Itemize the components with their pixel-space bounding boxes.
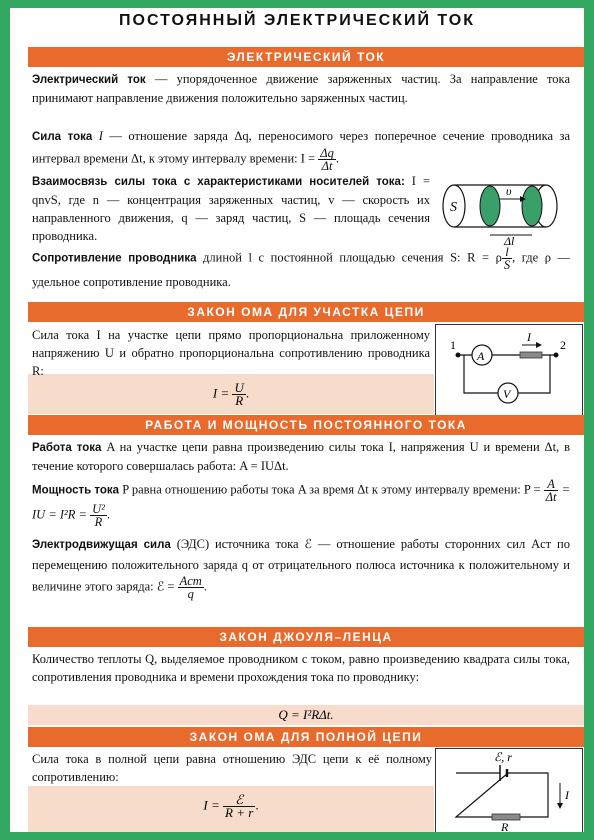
ohm-seg-end: .	[245, 385, 250, 401]
ohm-segment-circuit	[436, 325, 582, 415]
strength-var: I	[92, 129, 103, 143]
resist-text1: длиной l с постоянной площадью сечения S: R = ρ	[196, 250, 502, 265]
emf-body: (ЭДС) источника тока ℰ — отношение работы сторонних сил Aст по перемещению положительного заряда q от отрицательного полюса источника к положительному и величине этого заряда: ℰ =	[32, 537, 570, 594]
ohm-full-left: I =	[203, 797, 224, 813]
work-text	[32, 438, 570, 475]
ohm-full-fraction	[223, 794, 255, 819]
section-header-joule: ЗАКОН ДЖОУЛЯ–ЛЕНЦА	[28, 627, 584, 647]
ohm-full-den: R + r	[225, 805, 254, 820]
emf-den: q	[187, 587, 194, 601]
label-emf: ℰ, r	[494, 750, 512, 764]
section-header-work: РАБОТА И МОЩНОСТЬ ПОСТОЯННОГО ТОКА	[28, 415, 584, 435]
label-ammeter: A	[477, 349, 485, 363]
emf-text	[32, 534, 570, 600]
power-end: .	[106, 507, 111, 522]
section-header-ohm-full: ЗАКОН ОМА ДЛЯ ПОЛНОЙ ЦЕПИ	[28, 727, 584, 747]
work-body: A на участке цепи равна произведению силы тока I, напряжения U и времени Δt, в течение которого совершалась работа: A = IUΔt.	[32, 440, 570, 473]
resistor	[520, 352, 542, 358]
ohm-segment-formula	[28, 382, 434, 407]
resist-den: S	[503, 258, 511, 272]
ohm-full-text: Сила тока в полной цепи равна отношению ЭДС цепи к её полному сопротивлению:	[32, 752, 432, 784]
page-title: ПОСТОЯННЫЙ ЭЛЕКТРИЧЕСКИЙ ТОК	[119, 12, 475, 29]
label-v: υ	[506, 184, 512, 198]
power-body: P равна отношению работы тока A за время Δt к этому интервалу времени: P =	[119, 482, 544, 497]
ohm-segment-circuit-box	[435, 324, 583, 416]
power-mid: = IU = I²R =	[32, 482, 571, 522]
strength-fraction	[318, 147, 336, 172]
label-s: S	[450, 200, 457, 215]
node-1	[456, 353, 461, 358]
section-right	[522, 186, 542, 226]
circuit-loop	[456, 773, 548, 817]
resist-num: l	[502, 246, 512, 259]
ohm-seg-fraction	[232, 382, 245, 407]
conductor-figure	[434, 175, 570, 245]
poster-sheet	[10, 8, 584, 832]
label-node2: 2	[560, 338, 566, 352]
joule-text: Количество теплоты Q, выделяемое проводником с током, равно произведению квадрата силы тока, сопротивления проводника и времени прохождения тока по проводнику:	[32, 652, 570, 684]
strength-end: .	[335, 151, 339, 166]
node-2	[554, 353, 559, 358]
strength-text: — отношение заряда Δq, переносимого через поперечное сечение проводника за интервал времени Δt, к этому интервалу времени: I =	[32, 129, 570, 166]
current-arrowhead-full	[557, 803, 563, 809]
power-num2: U²	[92, 502, 105, 516]
ohm-full-circuit-box	[435, 748, 583, 832]
section-left	[480, 186, 500, 226]
emf-term: Электродвижущая сила	[32, 539, 171, 551]
joule-formula: Q = I²RΔt.	[278, 707, 334, 722]
ohm-seg-left: I =	[212, 385, 233, 401]
emf-num: Aст	[179, 574, 202, 588]
label-dl: Δl	[504, 234, 515, 245]
current-def-text: — упорядоченное движение заряженных частиц. За направление тока принимают направление движения положительно заряженных частиц.	[32, 72, 570, 105]
resist-fraction	[502, 246, 512, 271]
ohm-full-end: .	[255, 797, 259, 813]
power-text	[32, 478, 570, 528]
carriers-term: Взаимосвязь силы тока с характеристиками носителей тока:	[32, 176, 405, 188]
current-strength	[32, 126, 570, 172]
current-carriers	[32, 172, 430, 245]
current-arrowhead	[536, 342, 542, 348]
strength-term: Сила тока	[32, 131, 93, 143]
resist-text2: , где ρ — удельное сопротивление проводника.	[32, 250, 570, 289]
carriers-text: I = qnvS, где n — концентрация заряженных частиц, v — скорость их направленного движения, q — заряд частиц, S — площадь сечения проводника.	[32, 174, 430, 243]
emf-end: .	[203, 579, 207, 594]
ohm-seg-num: U	[234, 380, 244, 395]
ohm-full-formula	[28, 794, 434, 819]
ohm-seg-den: R	[235, 393, 244, 408]
strength-den: Δt	[321, 159, 333, 173]
power-term: Мощность тока	[32, 484, 120, 497]
label-voltmeter: V	[503, 387, 511, 401]
label-current: I	[527, 330, 531, 344]
resist-term: Сопротивление проводника	[32, 252, 197, 265]
power-den2: R	[94, 515, 103, 529]
power-fraction1	[544, 478, 559, 503]
section-header-current: ЭЛЕКТРИЧЕСКИЙ ТОК	[28, 47, 584, 67]
section-header-ohm-segment: ЗАКОН ОМА ДЛЯ УЧАСТКА ЦЕПИ	[28, 302, 584, 322]
label-current-full: I	[565, 788, 569, 802]
label-resistor: R	[501, 820, 509, 832]
power-den1: Δt	[545, 490, 557, 504]
ohm-segment-text: Сила тока I на участке цепи прямо пропорциональна приложенному напряжению U и обратно пропорциональна сопротивлению проводника R:	[32, 328, 430, 378]
strength-num: Δq	[320, 146, 334, 160]
current-def-term: Электрический ток	[32, 74, 146, 86]
work-term: Работа тока	[32, 442, 102, 454]
power-fraction2	[90, 503, 107, 528]
ohm-full-circuit	[436, 749, 582, 832]
ohm-full-num: ℰ	[223, 794, 255, 807]
power-num1: A	[544, 478, 559, 491]
current-resistance	[32, 246, 570, 293]
current-definition	[32, 70, 570, 107]
label-node1: 1	[450, 338, 456, 352]
emf-fraction	[178, 575, 204, 600]
